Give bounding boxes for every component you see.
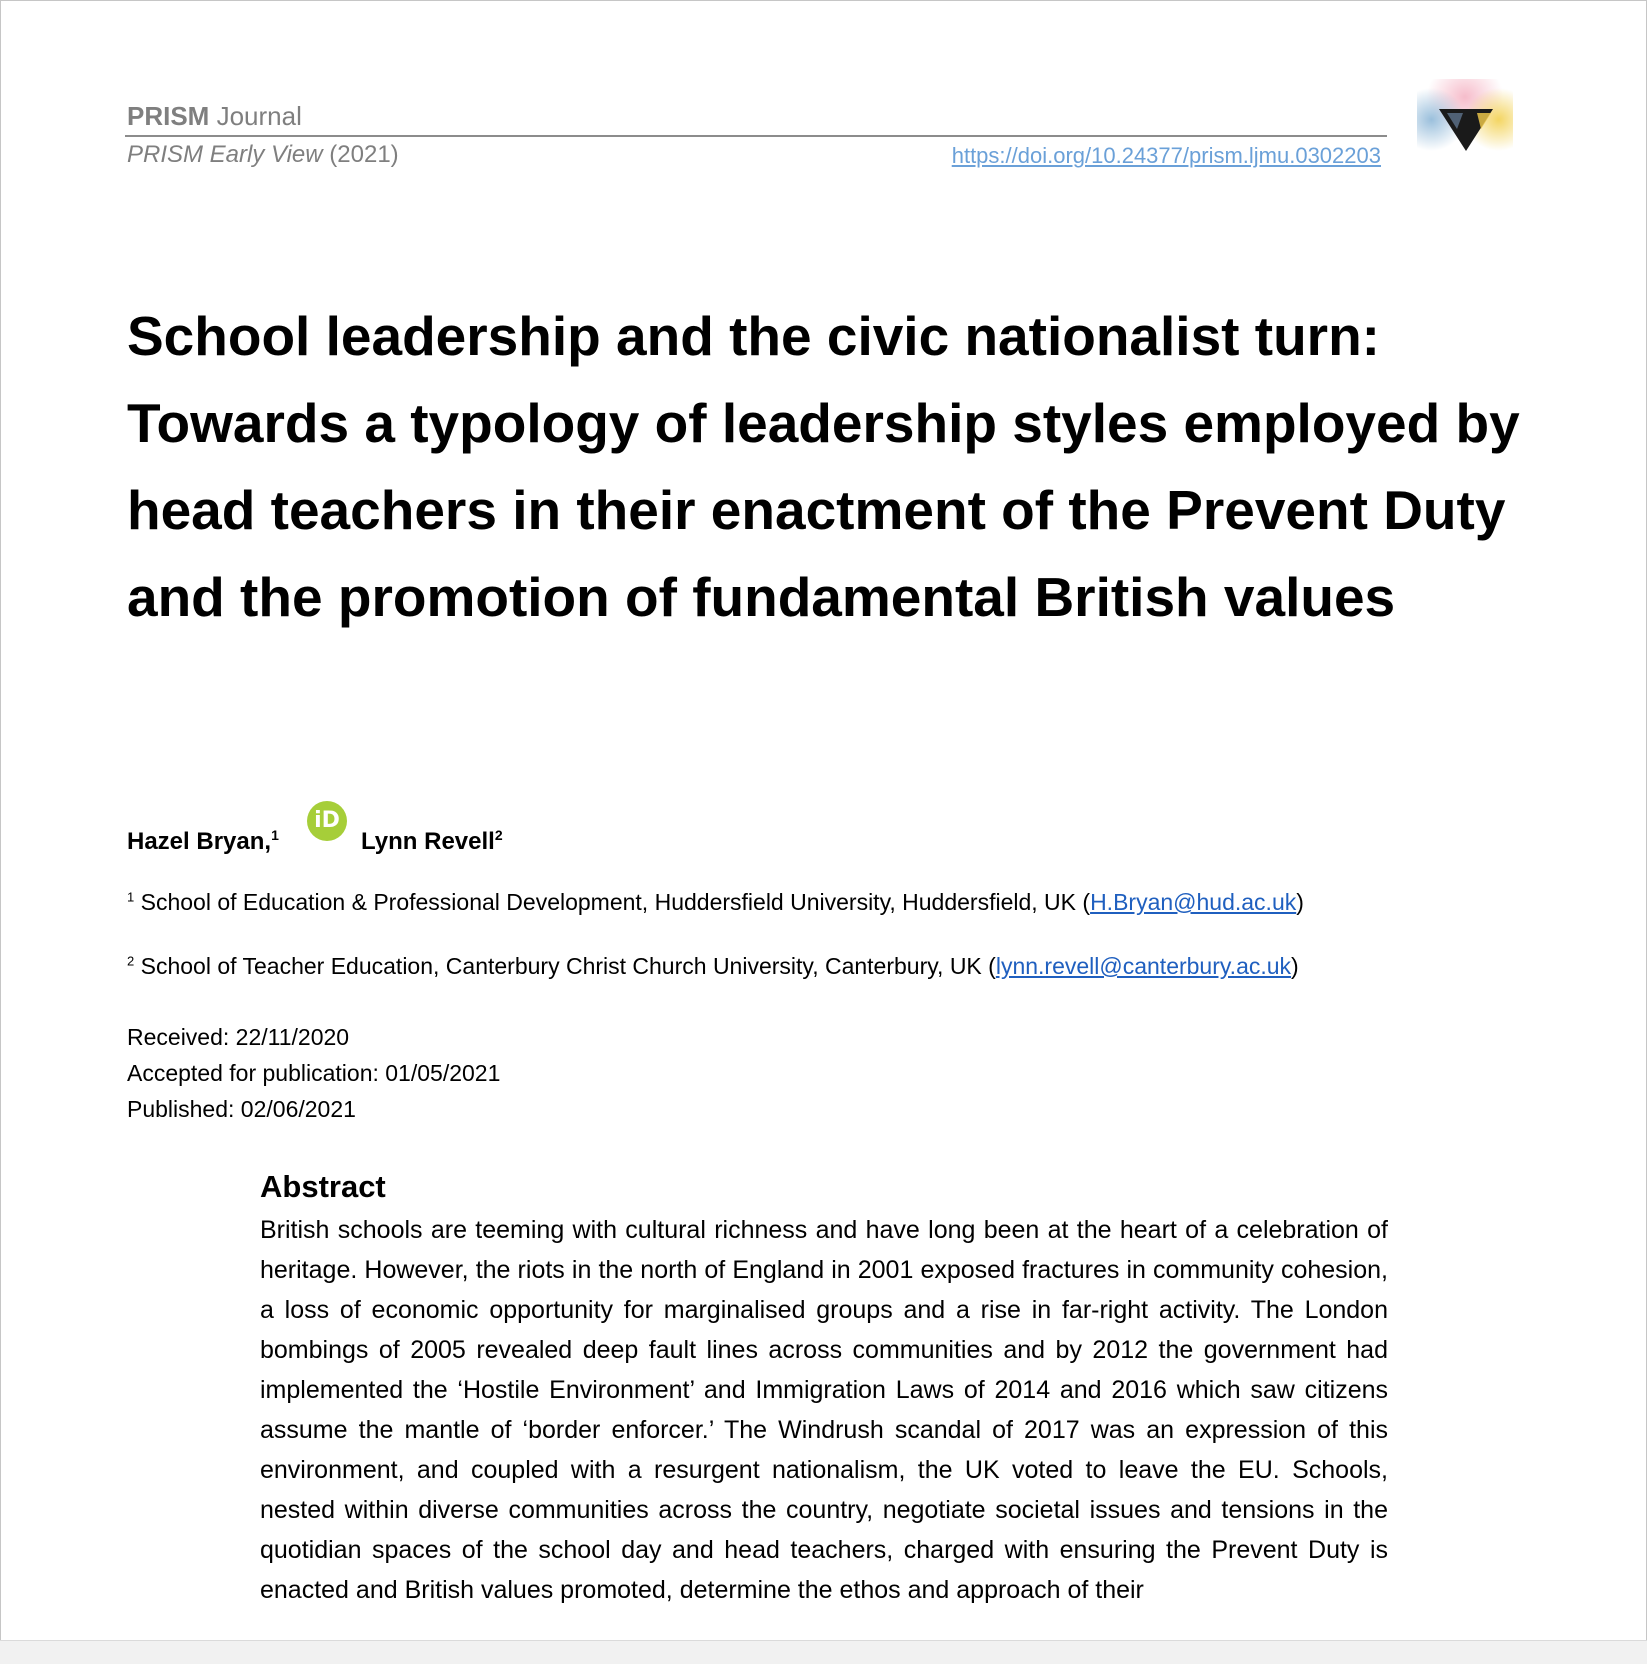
author-2: Lynn Revell$^2$ <box>361 827 503 855</box>
article-title: School leadership and the civic nationalist turn: Towards a typology of leadership styles employed by head teachers in their enactment of the Prevent Duty and the promotion of fundamental British values <box>127 305 1520 628</box>
doi-link[interactable]: https://doi.org/10.24377/prism.ljmu.0302203 <box>951 143 1381 168</box>
journal-issue: PRISM Early View (2021) <box>127 141 399 168</box>
prism-logo-icon <box>1417 79 1513 169</box>
email-link-1[interactable]: H.Bryan@hud.ac.uk <box>1090 889 1297 915</box>
abstract-heading: Abstract <box>260 1169 386 1204</box>
journal-name: PRISM Journal <box>127 101 302 131</box>
header-rule <box>125 135 1387 137</box>
affiliation-1: $^1$ School of Education & Professional Development, Huddersfield University, Huddersfield, UK (H.Bryan@hud.ac.uk) <box>127 889 1304 915</box>
email-link-2[interactable]: lynn.revell@canterbury.ac.uk <box>995 953 1292 979</box>
publication-dates <box>127 1019 500 1127</box>
orcid-icon[interactable]: iD <box>307 801 347 841</box>
affiliation-2: $^2$ School of Teacher Education, Canterbury Christ Church University, Canterbury, UK (lynn.revell@canterbury.ac.uk) <box>127 953 1299 979</box>
author-1: Hazel Bryan,$^1$ <box>127 827 279 855</box>
status-bar <box>0 1640 1647 1664</box>
received-date: Received: 22/11/2020 <box>127 1024 350 1050</box>
published-date: Published: 02/06/2021 <box>127 1096 356 1122</box>
abstract-text: British schools are teeming with cultural richness and have long been at the heart of a celebration of heritage. However, the riots in the north of England in 2001 exposed fractures in community cohesion, a loss of economic opportunity for marginalised groups and a rise in far-right activity. The London bombings of 2005 revealed deep fault lines across communities and by 2012 the government had implemented the ‘Hostile Environment’ and Immigration Laws of 2014 and 2016 which saw citizens assume the mantle of ‘border enforcer.’ The Windrush scandal of 2017 was an expression of this environment, and coupled with a resurgent nationalism, the UK voted to leave the EU. Schools, nested within diverse communities across the country, negotiate societal issues and tensions in the quotidian spaces of the school day and head teachers, charged with ensuring the Prevent Duty is enacted and British values promoted, determine the ethos and approach of their <box>260 1216 1388 1604</box>
accepted-date: Accepted for publication: 01/05/2021 <box>127 1060 501 1086</box>
